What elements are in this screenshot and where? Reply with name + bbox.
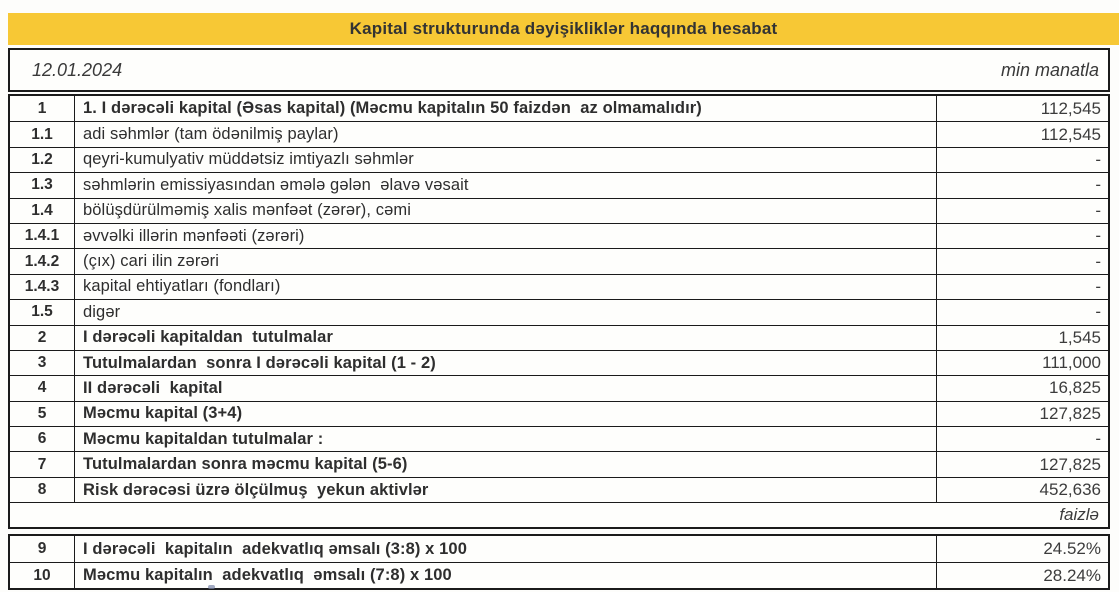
row-label: I dərəcəli kapitaldan tutulmalar bbox=[75, 326, 937, 350]
row-value: - bbox=[1095, 175, 1101, 195]
report-title: Kapital strukturunda dəyişikliklər haqqında hesabat bbox=[349, 19, 778, 38]
table-row bbox=[10, 325, 1108, 350]
row-number: 1.4.3 bbox=[10, 275, 75, 299]
row-label: digər bbox=[75, 300, 937, 324]
unit-label: min manatla bbox=[1000, 59, 1099, 80]
row-value: - bbox=[1095, 276, 1101, 296]
row-value: - bbox=[1095, 149, 1101, 169]
row-number: 1.2 bbox=[10, 148, 75, 172]
table-row bbox=[10, 121, 1108, 146]
header-row bbox=[10, 50, 1108, 90]
row-number: 1 bbox=[10, 96, 75, 121]
row-label: Tutulmalardan sonra məcmu kapital (5-6) bbox=[75, 452, 937, 476]
row-value: 112,545 bbox=[1040, 98, 1101, 118]
row-value: 111,000 bbox=[1042, 353, 1101, 373]
row-value: 1,545 bbox=[1058, 327, 1101, 347]
table-row bbox=[10, 248, 1108, 273]
row-label: bölüşdürülməmiş xalis mənfəət (zərər), cəmi bbox=[75, 199, 937, 223]
row-label: Risk dərəcəsi üzrə ölçülmuş yekun aktivlər bbox=[75, 478, 937, 502]
row-number: 7 bbox=[10, 452, 75, 476]
ratio-table-section bbox=[8, 534, 1110, 590]
table-row bbox=[10, 562, 1108, 588]
row-value: - bbox=[1095, 200, 1101, 220]
table-row bbox=[10, 198, 1108, 223]
scan-artifact bbox=[208, 585, 215, 589]
row-label: adi səhmlər (tam ödənilmiş paylar) bbox=[75, 122, 937, 146]
row-label: qeyri-kumulyativ müddətsiz imtiyazlı səhmlər bbox=[75, 148, 937, 172]
table-row bbox=[10, 274, 1108, 299]
row-label: Məcmu kapitalın adekvatlıq əmsalı (7:8) x 100 bbox=[75, 563, 937, 588]
row-number: 1.4.1 bbox=[10, 224, 75, 248]
table-row bbox=[10, 477, 1108, 502]
table-row bbox=[10, 96, 1108, 121]
row-value: - bbox=[1095, 251, 1101, 271]
report-date: 12.01.2024 bbox=[32, 59, 123, 80]
table-row bbox=[10, 375, 1108, 400]
report-title-band bbox=[8, 13, 1119, 45]
row-value: 452,636 bbox=[1039, 480, 1101, 500]
row-label: II dərəcəli kapital bbox=[75, 376, 937, 400]
row-label: I dərəcəli kapitalın adekvatlıq əmsalı (3:8) x 100 bbox=[75, 536, 937, 562]
row-label: səhmlərin emissiyasından əmələ gələn əlavə vəsait bbox=[75, 173, 937, 197]
row-label: Məcmu kapitaldan tutulmalar : bbox=[75, 427, 937, 451]
table-row bbox=[10, 299, 1108, 324]
percent-unit-label: faizlə bbox=[1059, 505, 1099, 525]
table-row bbox=[10, 223, 1108, 248]
row-value: - bbox=[1095, 302, 1101, 322]
row-value: 127,825 bbox=[1039, 403, 1101, 423]
row-value: 16,825 bbox=[1049, 378, 1101, 398]
row-label: 1. I dərəcəli kapital (Əsas kapital) (Məcmu kapitalın 50 faizdən az olmamalıdır) bbox=[75, 96, 937, 121]
row-value: 127,825 bbox=[1039, 454, 1101, 474]
row-number: 8 bbox=[10, 478, 75, 502]
table-row bbox=[10, 426, 1108, 451]
row-number: 5 bbox=[10, 402, 75, 426]
row-number: 9 bbox=[10, 536, 75, 562]
row-label: Tutulmalardan sonra I dərəcəli kapital (1 - 2) bbox=[75, 351, 937, 375]
table-row bbox=[10, 536, 1108, 562]
row-label: Məcmu kapital (3+4) bbox=[75, 402, 937, 426]
table-row bbox=[10, 451, 1108, 476]
row-number: 1.3 bbox=[10, 173, 75, 197]
row-label: (çıx) cari ilin zərəri bbox=[75, 249, 937, 273]
row-value: - bbox=[1095, 226, 1101, 246]
row-label: əvvəlki illərin mənfəəti (zərəri) bbox=[75, 224, 937, 248]
row-value: 28.24% bbox=[1043, 565, 1101, 585]
row-number: 1.4 bbox=[10, 199, 75, 223]
row-value: 112,545 bbox=[1040, 124, 1101, 144]
row-value: - bbox=[1095, 429, 1101, 449]
row-number: 1.5 bbox=[10, 300, 75, 324]
main-table-section bbox=[8, 94, 1110, 529]
row-value: 24.52% bbox=[1043, 539, 1101, 559]
row-number: 1.4.2 bbox=[10, 249, 75, 273]
row-number: 2 bbox=[10, 326, 75, 350]
row-number: 6 bbox=[10, 427, 75, 451]
table-row bbox=[10, 401, 1108, 426]
table-row bbox=[10, 147, 1108, 172]
report-table bbox=[8, 48, 1110, 590]
percent-unit-row bbox=[10, 502, 1108, 527]
row-number: 10 bbox=[10, 563, 75, 588]
row-number: 4 bbox=[10, 376, 75, 400]
row-label: kapital ehtiyatları (fondları) bbox=[75, 275, 937, 299]
row-number: 3 bbox=[10, 351, 75, 375]
table-row bbox=[10, 350, 1108, 375]
header-section bbox=[8, 48, 1110, 92]
table-row bbox=[10, 172, 1108, 197]
row-number: 1.1 bbox=[10, 122, 75, 146]
